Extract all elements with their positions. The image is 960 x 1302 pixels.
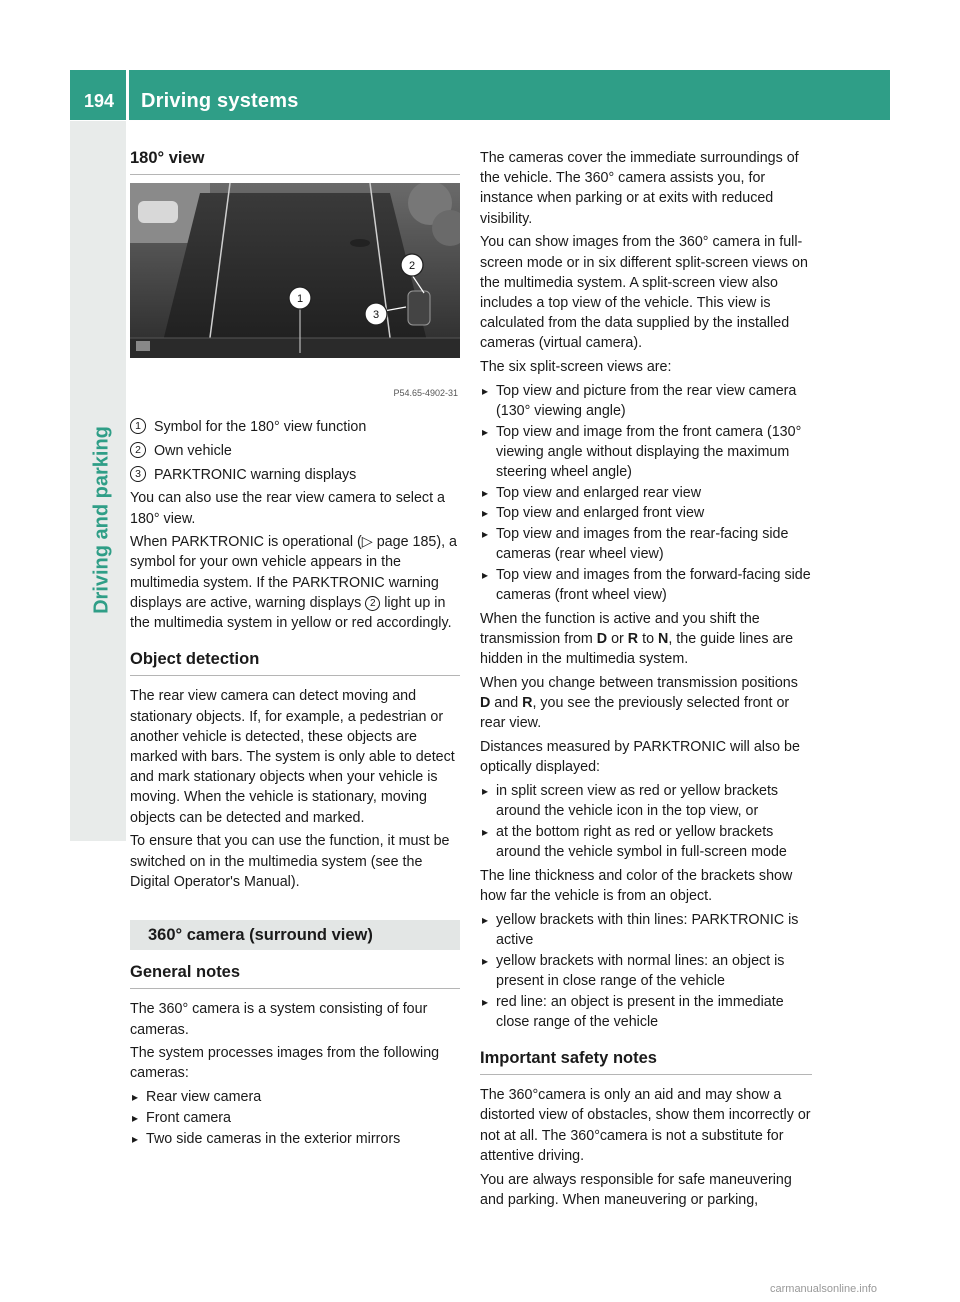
list-item: ▸ Top view and image from the front camera (130° viewing angle without displaying the maximum steering wheel angle) xyxy=(480,422,812,483)
list-item: ▸ Rear view camera xyxy=(130,1087,460,1107)
page-title: Driving systems xyxy=(141,90,299,112)
object-detection-heading: Object detection xyxy=(130,649,460,676)
list-item: ▸ yellow brackets with normal lines: an object is present in close range of the vehicle xyxy=(480,951,812,991)
paragraph: The system processes images from the following cameras: xyxy=(130,1045,440,1082)
section-heading: 360° camera (surround view) xyxy=(130,920,460,950)
list-item: ▸ Top view and images from the rear-facing side cameras (rear wheel view) xyxy=(480,524,812,564)
list-item: ▸ Two side cameras in the exterior mirrors xyxy=(130,1129,460,1149)
header-divider xyxy=(126,70,129,120)
list-item: ▸ Front camera xyxy=(130,1108,460,1128)
right-column xyxy=(480,148,812,1213)
view180-heading: 180° view xyxy=(130,148,460,175)
list-item: ▸ Top view and enlarged rear view xyxy=(480,483,812,503)
brackets-list xyxy=(480,910,812,1032)
figure-callout-3: 3 xyxy=(372,309,380,322)
paragraph: You are always responsible for safe maneuvering and parking. When maneuvering or parking, xyxy=(480,1171,792,1208)
figure-callout-2: 2 xyxy=(408,260,416,273)
paragraph: The line thickness and color of the brackets show how far the vehicle is from an object. xyxy=(480,867,793,905)
views-list xyxy=(480,381,812,606)
figure-code: P54.65-4902-31 xyxy=(393,388,458,398)
general-notes-heading: General notes xyxy=(130,962,460,989)
paragraph: The six split-screen views are: xyxy=(480,359,672,376)
camera-view-image xyxy=(130,183,460,385)
safety-notes-heading: Important safety notes xyxy=(480,1048,812,1075)
inline-callout-2: 2 xyxy=(365,596,380,611)
page-number: 194 xyxy=(84,91,115,111)
footer-watermark: carmanualsonline.info xyxy=(770,1283,878,1295)
list-item: ▸ in split screen view as red or yellow brackets around the vehicle icon in the top view, or xyxy=(480,781,812,821)
paragraph: You can also use the rear view camera to select a 180° view. xyxy=(130,490,445,527)
legend xyxy=(130,417,460,485)
paragraph: The 360°camera is only an aid and may show a distorted view of obstacles, show them incorrectly or not at all. The 360°camera is not a substitute for attentive driving. xyxy=(480,1087,811,1164)
list-item: ▸ at the bottom right as red or yellow brackets around the vehicle symbol in full-screen mode xyxy=(480,822,812,862)
paragraph: When PARKTRONIC is operational (▷ page 185), a symbol for your own vehicle appears in the multimedia system. If the PARKTRONIC warning displays are active, warning displays 2 light up in the multimedia system in yellow or red accordingly. xyxy=(130,534,458,632)
legend-item: 2 Own vehicle xyxy=(130,441,460,461)
paragraph: To ensure that you can use the function, it must be switched on in the multimedia system (see the Digital Operator's Manual). xyxy=(130,833,450,890)
paragraph: The 360° camera is a system consisting of four cameras. xyxy=(130,1001,428,1038)
paragraph: You can show images from the 360° camera in full-screen mode or in six different split-screen views on the multimedia system. A split-screen view also includes a top view of the vehicle. This view is calculated from the data supplied by the installed cameras (virtual camera). xyxy=(480,234,808,352)
left-column xyxy=(130,148,460,1152)
distances-list xyxy=(480,781,812,862)
legend-item: 1 Symbol for the 180° view function xyxy=(130,417,460,437)
legend-item: 3 PARKTRONIC warning displays xyxy=(130,465,460,485)
list-item: ▸ Top view and enlarged front view xyxy=(480,503,812,523)
paragraph: The cameras cover the immediate surroundings of the vehicle. The 360° camera assists you, for instance when parking or at exits with reduced visibility. xyxy=(480,150,799,227)
list-item: ▸ red line: an object is present in the immediate close range of the vehicle xyxy=(480,992,812,1032)
side-tab-label: Driving and parking xyxy=(90,426,113,614)
list-item: ▸ yellow brackets with thin lines: PARKTRONIC is active xyxy=(480,910,812,950)
paragraph: When you change between transmission positions D and R, you see the previously selected front or rear view. xyxy=(480,675,798,732)
figure-callout-1: 1 xyxy=(296,293,304,306)
list-item: ▸ Top view and picture from the rear view camera (130° viewing angle) xyxy=(480,381,812,421)
paragraph: Distances measured by PARKTRONIC will also be optically displayed: xyxy=(480,739,800,776)
paragraph: When the function is active and you shift the transmission from D or R to N, the guide lines are hidden in the multimedia system. xyxy=(480,610,794,668)
paragraph: The rear view camera can detect moving and stationary objects. If, for example, a pedestrian or another vehicle is detected, these objects are marked with bars. The system is only able to detect and mark stationary objects when your vehicle is moving. When the vehicle is stationary, moving objects can be detected and marked. xyxy=(130,688,455,826)
camera-list xyxy=(130,1087,460,1149)
camera-figure xyxy=(130,183,460,405)
page-ref-arrow-icon: ▷ xyxy=(361,534,373,551)
list-item: ▸ Top view and images from the forward-facing side cameras (front wheel view) xyxy=(480,565,812,605)
